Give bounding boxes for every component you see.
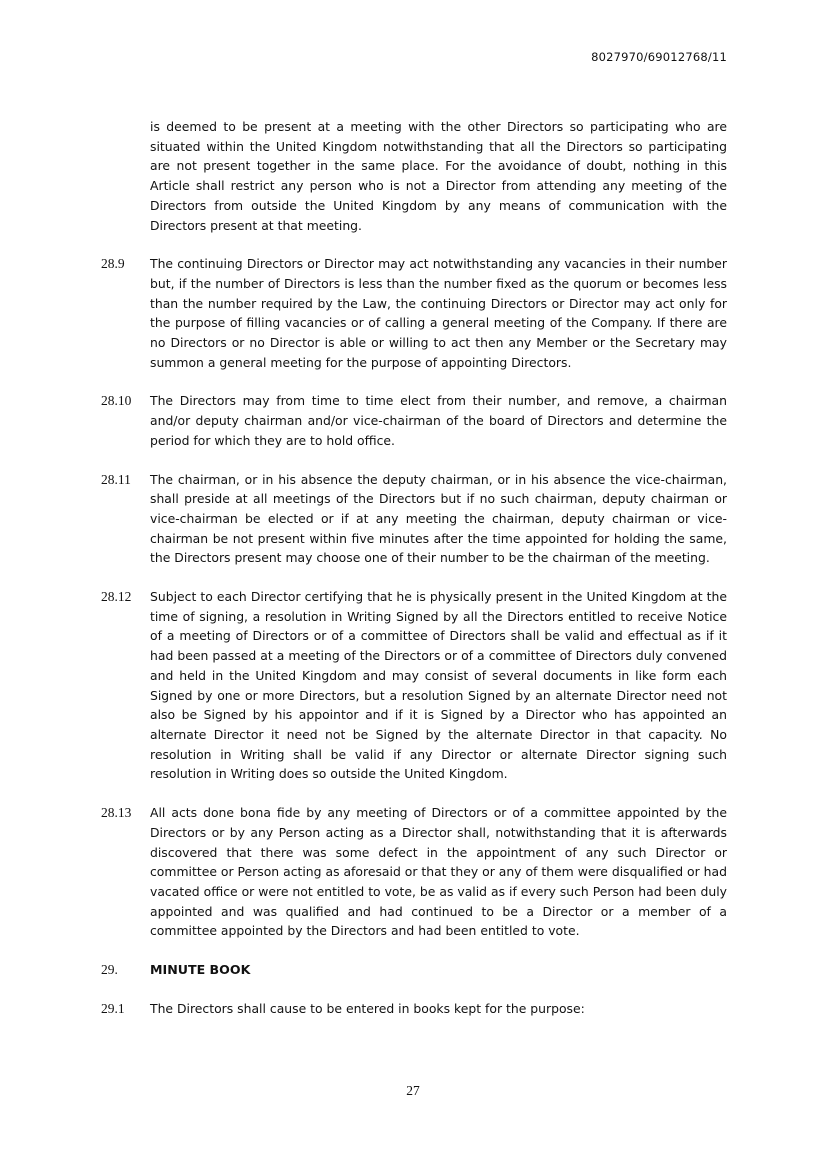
clause-number: 28.12	[101, 589, 132, 605]
clause-28-12	[101, 587, 727, 784]
clause-28-10	[101, 391, 727, 450]
clause-text: The continuing Directors or Director may act notwithstanding any vacancies in their number but, if the number of Directors is less than the number fixed as the quorum or becomes less than the number required by the Law, the continuing Directors or Director may act only for the purpose of filling vacancies or of calling a general meeting of the Company. If there are no Directors or no Director is able or willing to act then any Member or the Secretary may summon a general meeting for the purpose of appointing Directors.	[150, 256, 727, 370]
clause-text: The Directors may from time to time elect from their number, and remove, a chairman and/or deputy chairman and/or vice-chairman of the board of Directors and determine the period for which they are to hold office.	[150, 393, 727, 448]
clause-28-11	[101, 470, 727, 569]
clause-text: The Directors shall cause to be entered in books kept for the purpose:	[150, 1000, 585, 1016]
clause-29-1	[101, 999, 727, 1019]
clause-number: 28.13	[101, 805, 132, 821]
clause-number: 28.11	[101, 471, 131, 487]
section-number: 29.	[101, 962, 118, 978]
clause-number: 28.10	[101, 393, 132, 409]
paragraph-continuation	[101, 117, 727, 235]
page-number: 27	[406, 1083, 420, 1098]
clause-28-9	[101, 254, 727, 372]
clause-28-13	[101, 803, 727, 941]
clause-text: Subject to each Director certifying that he is physically present in the United Kingdom at the time of signing, a resolution in Writing Signed by all the Directors entitled to receive Notice of a meeting of Directors or of a committee of Directors shall be valid and effectual as if it had been passed at a meeting of the Directors or of a committee of Directors duly convened and held in the United Kingdom and may consist of several documents in like form each Signed by one or more Directors, but a resolution Signed by an alternate Director need not also be Signed by his appointor and if it is Signed by a Director who has appointed an alternate Director it need not be Signed by the alternate Director in that capacity. No resolution in Writing shall be valid if any Director or alternate Director signing such resolution in Writing does so outside the United Kingdom.	[150, 589, 727, 782]
clause-number: 29.1	[101, 1000, 125, 1016]
document-reference: 8027970/69012768/11	[591, 50, 727, 64]
document-body	[101, 117, 727, 1037]
clause-text: The chairman, or in his absence the deputy chairman, or in his absence the vice-chairman, shall preside at all meetings of the Directors but if no such chairman, deputy chairman or vice-chairman be elected or if at any meeting the chairman, deputy chairman or vice-chairman be not present within five minutes after the time appointed for holding the same, the Directors present may choose one of their number to be the chairman of the meeting.	[150, 471, 727, 566]
section-heading-29	[101, 960, 727, 980]
clause-number: 28.9	[101, 256, 125, 272]
section-title: MINUTE BOOK	[150, 962, 251, 978]
continuation-text: is deemed to be present at a meeting with the other Directors so participating who are situated within the United Kingdom notwithstanding that all the Directors so participating are not present together in the same place. For the avoidance of doubt, nothing in this Article shall restrict any person who is not a Director from attending any meeting of the Directors from outside the United Kingdom by any means of communication with the Directors present at that meeting.	[150, 119, 727, 233]
clause-text: All acts done bona fide by any meeting of Directors or of a committee appointed by the Directors or by any Person acting as a Director shall, notwithstanding that it is afterwards discovered that there was some defect in the appointment of any such Director or committee or Person acting as aforesaid or that they or any of them were disqualified or had vacated office or were not entitled to vote, be as valid as if every such Person had been duly appointed and was qualified and had continued to be a Director or a member of a committee appointed by the Directors and had been entitled to vote.	[150, 805, 727, 939]
